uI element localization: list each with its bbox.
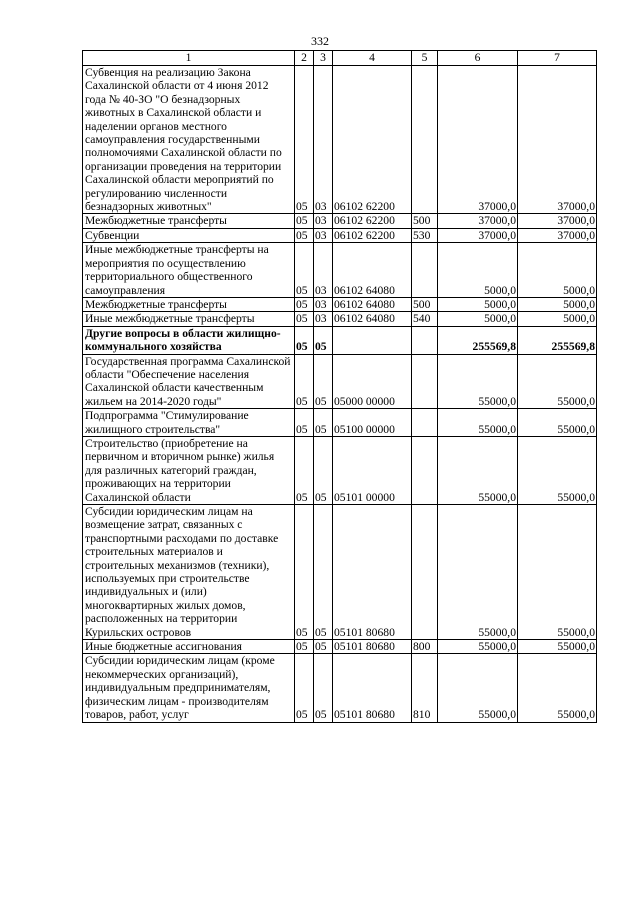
row-amount-1: 5000,0 (438, 243, 518, 298)
row-amount-2: 55000,0 (518, 654, 597, 722)
row-subsection-code: 05 (314, 354, 333, 409)
row-name: Иные межбюджетные трансферты (83, 312, 295, 326)
row-target-code: 06102 62200 (333, 228, 412, 242)
row-section-code: 05 (295, 312, 314, 326)
row-amount-1: 37000,0 (438, 214, 518, 228)
column-header: 3 (314, 51, 333, 66)
row-amount-1: 5000,0 (438, 297, 518, 311)
column-header: 1 (83, 51, 295, 66)
row-subsection-code: 03 (314, 66, 333, 214)
row-subsection-code: 03 (314, 297, 333, 311)
row-expense-type-code (412, 436, 438, 504)
row-name: Субвенция на реализацию Закона Сахалинской области от 4 июня 2012 года № 40-ЗО "О безнадзорных животных в Сахалинской области и наделении органов местного самоуправления государственными полномочиями Сахалинской области по организации проведения на территории Сахалинской области мероприятий по регулированию численности безнадзорных животных" (83, 66, 295, 214)
row-name: Субвенции (83, 228, 295, 242)
table-row (83, 312, 597, 326)
row-amount-2: 37000,0 (518, 228, 597, 242)
row-amount-1: 55000,0 (438, 654, 518, 722)
row-expense-type-code (412, 243, 438, 298)
row-amount-2: 5000,0 (518, 297, 597, 311)
row-name: Субсидии юридическим лицам (кроме некоммерческих организаций), индивидуальным предпринимателям, физическим лицам - производителям товаров, работ, услуг (83, 654, 295, 722)
budget-table-body (83, 66, 597, 723)
row-section-code: 05 (295, 409, 314, 437)
table-row (83, 243, 597, 298)
table-row (83, 228, 597, 242)
row-subsection-code: 05 (314, 505, 333, 640)
column-header: 2 (295, 51, 314, 66)
table-row (83, 66, 597, 214)
row-expense-type-code (412, 66, 438, 214)
row-section-code: 05 (295, 66, 314, 214)
row-target-code: 05101 80680 (333, 640, 412, 654)
row-amount-2: 5000,0 (518, 243, 597, 298)
table-row (83, 436, 597, 504)
row-subsection-code: 05 (314, 436, 333, 504)
row-amount-1: 255569,8 (438, 326, 518, 354)
row-expense-type-code: 500 (412, 214, 438, 228)
row-amount-1: 55000,0 (438, 354, 518, 409)
row-expense-type-code (412, 354, 438, 409)
row-amount-1: 37000,0 (438, 66, 518, 214)
row-name: Межбюджетные трансферты (83, 297, 295, 311)
row-amount-2: 5000,0 (518, 312, 597, 326)
table-row (83, 214, 597, 228)
row-target-code: 06102 64080 (333, 297, 412, 311)
column-header: 4 (333, 51, 412, 66)
row-name: Другие вопросы в области жилищно-коммунального хозяйства (83, 326, 295, 354)
row-target-code (333, 326, 412, 354)
row-section-code: 05 (295, 505, 314, 640)
row-amount-2: 55000,0 (518, 409, 597, 437)
row-subsection-code: 03 (314, 214, 333, 228)
row-target-code: 05101 80680 (333, 505, 412, 640)
row-target-code: 06102 64080 (333, 312, 412, 326)
row-amount-2: 255569,8 (518, 326, 597, 354)
budget-table (82, 50, 597, 723)
row-target-code: 05000 00000 (333, 354, 412, 409)
row-section-code: 05 (295, 436, 314, 504)
row-target-code: 06102 64080 (333, 243, 412, 298)
row-amount-2: 37000,0 (518, 66, 597, 214)
row-amount-1: 55000,0 (438, 505, 518, 640)
row-expense-type-code: 500 (412, 297, 438, 311)
row-target-code: 05100 00000 (333, 409, 412, 437)
row-name: Субсидии юридическим лицам на возмещение затрат, связанных с транспортными расходами по доставке строительных материалов и строительных механизмов (техники), используемых при строительстве индивидуальных и (или) многоквартирных жилых домов, расположенных на территории Курильских островов (83, 505, 295, 640)
row-section-code: 05 (295, 654, 314, 722)
row-amount-2: 55000,0 (518, 436, 597, 504)
table-row (83, 326, 597, 354)
table-row (83, 409, 597, 437)
row-name: Подпрограмма "Стимулирование жилищного строительства" (83, 409, 295, 437)
table-row (83, 640, 597, 654)
row-amount-1: 55000,0 (438, 436, 518, 504)
row-subsection-code: 03 (314, 228, 333, 242)
row-amount-1: 55000,0 (438, 409, 518, 437)
row-section-code: 05 (295, 640, 314, 654)
row-target-code: 05101 80680 (333, 654, 412, 722)
row-target-code: 06102 62200 (333, 214, 412, 228)
row-target-code: 05101 00000 (333, 436, 412, 504)
row-subsection-code: 05 (314, 326, 333, 354)
table-header-row (83, 51, 597, 66)
row-amount-2: 55000,0 (518, 354, 597, 409)
row-amount-2: 55000,0 (518, 640, 597, 654)
row-subsection-code: 05 (314, 640, 333, 654)
row-amount-1: 37000,0 (438, 228, 518, 242)
row-expense-type-code (412, 505, 438, 640)
row-target-code: 06102 62200 (333, 66, 412, 214)
column-header: 6 (438, 51, 518, 66)
row-section-code: 05 (295, 297, 314, 311)
row-amount-2: 37000,0 (518, 214, 597, 228)
row-expense-type-code: 810 (412, 654, 438, 722)
row-name: Государственная программа Сахалинской области "Обеспечение населения Сахалинской области качественным жильем на 2014-2020 годы" (83, 354, 295, 409)
row-subsection-code: 03 (314, 243, 333, 298)
table-row (83, 654, 597, 722)
table-row (83, 505, 597, 640)
row-expense-type-code (412, 326, 438, 354)
row-amount-2: 55000,0 (518, 505, 597, 640)
row-expense-type-code: 530 (412, 228, 438, 242)
table-row (83, 354, 597, 409)
row-subsection-code: 05 (314, 654, 333, 722)
page-number: 332 (311, 34, 329, 48)
column-header: 7 (518, 51, 597, 66)
row-name: Строительство (приобретение на первичном и вторичном рынке) жилья для различных категорий граждан, проживающих на территории Сахалинской области (83, 436, 295, 504)
row-section-code: 05 (295, 354, 314, 409)
row-name: Межбюджетные трансферты (83, 214, 295, 228)
row-section-code: 05 (295, 214, 314, 228)
row-expense-type-code: 800 (412, 640, 438, 654)
row-name: Иные бюджетные ассигнования (83, 640, 295, 654)
table-row (83, 297, 597, 311)
row-section-code: 05 (295, 243, 314, 298)
row-section-code: 05 (295, 228, 314, 242)
row-subsection-code: 05 (314, 409, 333, 437)
row-amount-1: 55000,0 (438, 640, 518, 654)
row-expense-type-code: 540 (412, 312, 438, 326)
row-subsection-code: 03 (314, 312, 333, 326)
row-amount-1: 5000,0 (438, 312, 518, 326)
column-header: 5 (412, 51, 438, 66)
row-expense-type-code (412, 409, 438, 437)
row-name: Иные межбюджетные трансферты на мероприятия по осуществлению территориального общественного самоуправления (83, 243, 295, 298)
row-section-code: 05 (295, 326, 314, 354)
